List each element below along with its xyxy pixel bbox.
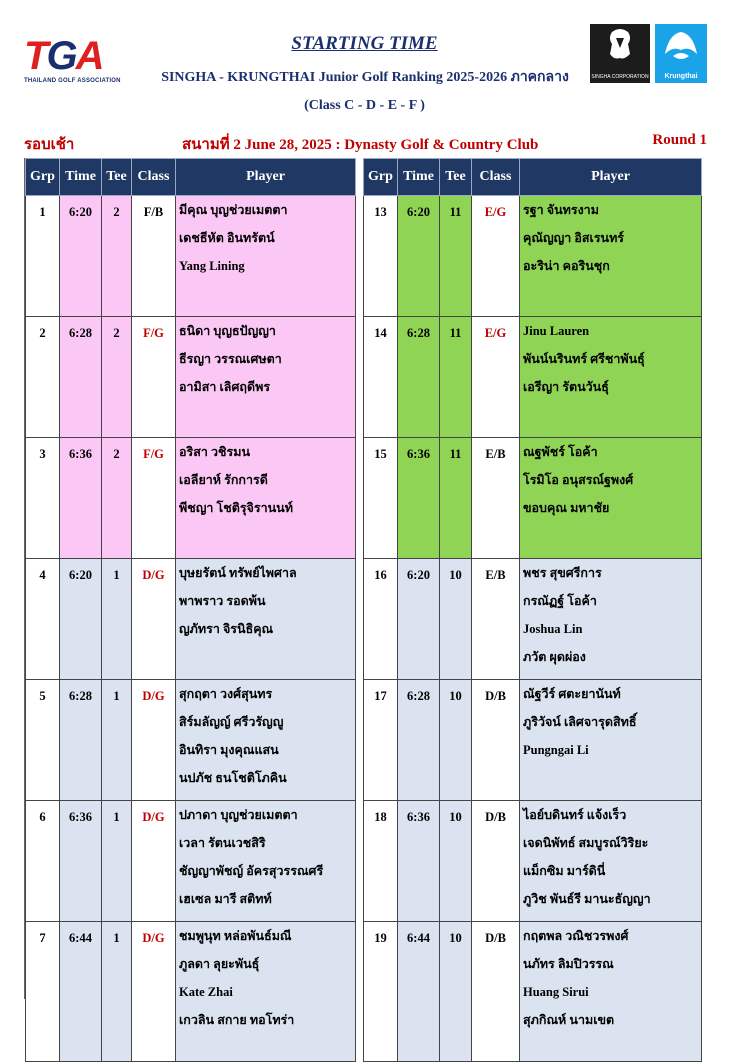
tee-time-cell: 6:28: [398, 317, 440, 438]
class-cell: D/B: [472, 680, 520, 801]
group-number-cell: 1: [26, 196, 60, 317]
player-name: [523, 285, 701, 313]
table-row: [26, 438, 356, 559]
player-name: ภวัต ผุดผ่อง: [523, 650, 586, 664]
player-name: กรณัฏฐ์ โอค้า: [523, 594, 597, 608]
tee-number-cell: 11: [440, 438, 472, 559]
tee-number-cell: 10: [440, 922, 472, 1062]
player-name: เดชธีหัต อินทรัตน์: [179, 231, 275, 245]
group-number-cell: 7: [26, 922, 60, 1062]
tee-time-cell: 6:28: [398, 680, 440, 801]
group-number-cell: 2: [26, 317, 60, 438]
singha-logo-label: SINGHA CORPORATION: [591, 74, 649, 80]
table-row: [26, 559, 356, 680]
player-name: ญภัทรา จิรนิธิคุณ: [179, 622, 274, 636]
players-cell: [520, 317, 702, 438]
tee-time-cell: 6:36: [398, 801, 440, 922]
player-name: [179, 648, 355, 676]
column-header-player: Player: [520, 159, 702, 196]
players-cell: [176, 438, 356, 559]
player-name: กฤตพล วณิชวรพงศ์: [523, 929, 629, 943]
tee-number-cell: 1: [102, 680, 132, 801]
column-header-grp: Grp: [364, 159, 398, 196]
table-row: [364, 801, 702, 922]
player-name: คุณัญญา อิสเรนทร์: [523, 231, 625, 245]
players-cell: [520, 801, 702, 922]
players-cell: [176, 680, 356, 801]
player-name: นภัทร ลิมปิวรรณ: [523, 957, 614, 971]
player-name: [523, 769, 701, 797]
player-name: บุษยรัตน์ ทรัพย์ไพศาล: [179, 566, 297, 580]
column-header-player: Player: [176, 159, 356, 196]
player-name: อามิสา เลิศฤดีพร: [179, 380, 271, 394]
player-name: [179, 285, 355, 313]
class-cell: D/G: [132, 801, 176, 922]
tee-time-cell: 6:44: [398, 922, 440, 1062]
group-number-cell: 15: [364, 438, 398, 559]
player-name: Pungngai Li: [523, 743, 589, 757]
tee-number-cell: 10: [440, 680, 472, 801]
tee-number-cell: 1: [102, 801, 132, 922]
table-row: [26, 317, 356, 438]
class-cell: D/B: [472, 922, 520, 1062]
class-cell: F/B: [132, 196, 176, 317]
krungthai-logo: [655, 24, 707, 83]
class-cell: E/B: [472, 438, 520, 559]
player-name: ชมพูนุท หล่อพันธ์มณี: [179, 929, 292, 943]
tee-time-cell: 6:20: [398, 196, 440, 317]
players-cell: [176, 196, 356, 317]
players-cell: [176, 317, 356, 438]
player-name: สิร์มลัญญ์ ศรีวรัญญู: [179, 715, 284, 729]
player-name: Joshua Lin: [523, 622, 583, 636]
tee-time-cell: 6:28: [60, 680, 102, 801]
page-title: STARTING TIME: [291, 33, 438, 54]
table-header-row: [364, 159, 702, 196]
players-cell: [176, 559, 356, 680]
player-name: เฮเซล มารี สติทท์: [179, 892, 272, 906]
player-name: Kate Zhai: [179, 985, 233, 999]
tee-number-cell: 10: [440, 801, 472, 922]
player-name: [523, 406, 701, 434]
group-number-cell: 5: [26, 680, 60, 801]
player-name: พชร สุขศรีการ: [523, 566, 602, 580]
tga-logo-text: TGA: [24, 34, 103, 78]
tee-time-cell: 6:28: [60, 317, 102, 438]
player-name: พันน์นรินทร์ ศรีชาพันธุ์: [523, 352, 645, 366]
tee-number-cell: 1: [102, 559, 132, 680]
tee-number-cell: 2: [102, 438, 132, 559]
players-cell: [176, 922, 356, 1062]
table-row: [364, 559, 702, 680]
player-name: ไอย์บดินทร์ แจ้งเร็ว: [523, 808, 627, 822]
left-starting-table: [25, 158, 356, 1062]
group-number-cell: 3: [26, 438, 60, 559]
column-header-tee: Tee: [440, 159, 472, 196]
tee-number-cell: 1: [102, 922, 132, 1062]
table-row: [26, 801, 356, 922]
player-name: ภูวิช พันธ์รี มานะธัญญา: [523, 892, 651, 906]
player-name: เอรีญา รัตนวันธุ์: [523, 380, 609, 394]
player-name: พาพราว รอดพ้น: [179, 594, 266, 608]
column-header-class: Class: [132, 159, 176, 196]
player-name: รฐา จันทรงาม: [523, 203, 599, 217]
group-number-cell: 14: [364, 317, 398, 438]
player-name: ณัฐวีร์ ศตะยานันท์: [523, 687, 621, 701]
player-name: สุกฤตา วงศ์สุนทร: [179, 687, 273, 701]
column-header-grp: Grp: [26, 159, 60, 196]
tee-time-cell: 6:44: [60, 922, 102, 1062]
player-name: เอลียาห์ รักการดี: [179, 473, 268, 487]
players-cell: [520, 680, 702, 801]
tee-number-cell: 10: [440, 559, 472, 680]
tee-number-cell: 11: [440, 196, 472, 317]
player-name: ธีรญา วรรณเศษตา: [179, 352, 282, 366]
group-number-cell: 13: [364, 196, 398, 317]
tee-time-cell: 6:20: [60, 196, 102, 317]
player-name: ชัญญาพัชญ์ อัครสุวรรณศรี: [179, 864, 324, 878]
player-name: [179, 406, 355, 434]
class-cell: D/G: [132, 922, 176, 1062]
player-name: อริสา วชิรมน: [179, 445, 250, 459]
player-name: เวลา รัตนเวชสิริ: [179, 836, 266, 850]
column-header-time: Time: [60, 159, 102, 196]
class-cell: E/G: [472, 317, 520, 438]
tee-number-cell: 2: [102, 317, 132, 438]
table-row: [364, 680, 702, 801]
player-name: มีคุณ บุญช่วยเมตตา: [179, 203, 288, 217]
table-row: [364, 438, 702, 559]
tee-time-cell: 6:36: [60, 801, 102, 922]
singha-logo: [590, 24, 650, 83]
table-row: [364, 317, 702, 438]
tee-time-cell: 6:20: [60, 559, 102, 680]
player-name: [523, 527, 701, 555]
venue-date-label: สนามที่ 2 June 28, 2025 : Dynasty Golf & Country Club: [182, 137, 539, 153]
right-starting-table: [363, 158, 702, 1062]
group-number-cell: 18: [364, 801, 398, 922]
players-cell: [520, 922, 702, 1062]
tee-time-cell: 6:36: [398, 438, 440, 559]
starting-time-grid: [24, 158, 709, 1027]
tee-number-cell: 11: [440, 317, 472, 438]
column-header-time: Time: [398, 159, 440, 196]
group-number-cell: 16: [364, 559, 398, 680]
tga-logo-subtext: THAILAND GOLF ASSOCIATION: [24, 78, 121, 84]
class-cell: D/G: [132, 559, 176, 680]
table-row: [26, 922, 356, 1062]
player-name: ปภาดา บุญช่วยเมตตา: [179, 808, 298, 822]
player-name: Jinu Lauren: [523, 324, 590, 338]
column-header-class: Class: [472, 159, 520, 196]
group-number-cell: 4: [26, 559, 60, 680]
table-row: [364, 196, 702, 317]
class-line: (Class C - D - E - F ): [304, 98, 425, 113]
tee-time-cell: 6:36: [60, 438, 102, 559]
player-name: นปภัช ธนโชติโภคิน: [179, 771, 287, 785]
class-cell: F/G: [132, 438, 176, 559]
player-name: อินทิรา มุงคุณแสน: [179, 743, 279, 757]
column-header-tee: Tee: [102, 159, 132, 196]
krungthai-bird-icon: [655, 24, 707, 70]
player-name: Yang Lining: [179, 259, 245, 273]
player-name: ภูริวัจน์ เลิศจารุดสิทธิ์: [523, 715, 637, 729]
session-label: รอบเช้า: [24, 137, 75, 153]
class-cell: D/B: [472, 801, 520, 922]
tee-number-cell: 2: [102, 196, 132, 317]
table-header-row: [26, 159, 356, 196]
table-row: [26, 196, 356, 317]
class-cell: E/B: [472, 559, 520, 680]
players-cell: [520, 438, 702, 559]
player-name: ณฐพัชร์ โอค้า: [523, 445, 598, 459]
group-number-cell: 17: [364, 680, 398, 801]
players-cell: [176, 801, 356, 922]
table-row: [26, 680, 356, 801]
group-number-cell: 6: [26, 801, 60, 922]
player-name: อะริน่า คอรินชุก: [523, 259, 610, 273]
tee-time-cell: 6:20: [398, 559, 440, 680]
player-name: โรมิโอ อนุสรณ์ฐพงศ์: [523, 473, 634, 487]
class-cell: E/G: [472, 196, 520, 317]
table-row: [364, 922, 702, 1062]
players-cell: [520, 196, 702, 317]
player-name: ธนิดา บุญธปัญญา: [179, 324, 276, 338]
round-label: Round 1: [652, 132, 707, 148]
player-name: ภูลดา ลุยะพันธุ์: [179, 957, 260, 971]
singha-lion-icon: [590, 24, 650, 70]
player-name: เกวลิน สกาย ทอโทร่า: [179, 1013, 295, 1027]
player-name: แม็กซิม มาร์ดินี่: [523, 864, 606, 878]
class-cell: F/G: [132, 317, 176, 438]
player-name: สุภกิณห์ นามเขต: [523, 1013, 615, 1027]
player-name: ขอบคุณ มหาชัย: [523, 501, 610, 515]
player-name: พีชญา โชติรุจิรานนท์: [179, 501, 293, 515]
page-subtitle: SINGHA - KRUNGTHAI Junior Golf Ranking 2025-2026 ภาคกลาง: [161, 70, 569, 85]
class-cell: D/G: [132, 680, 176, 801]
players-cell: [520, 559, 702, 680]
player-name: [179, 527, 355, 555]
group-number-cell: 19: [364, 922, 398, 1062]
player-name: เจดนิพัทธ์ สมบูรณ์วิริยะ: [523, 836, 649, 850]
krungthai-logo-label: Krungthai: [664, 73, 698, 80]
player-name: Huang Sirui: [523, 985, 589, 999]
